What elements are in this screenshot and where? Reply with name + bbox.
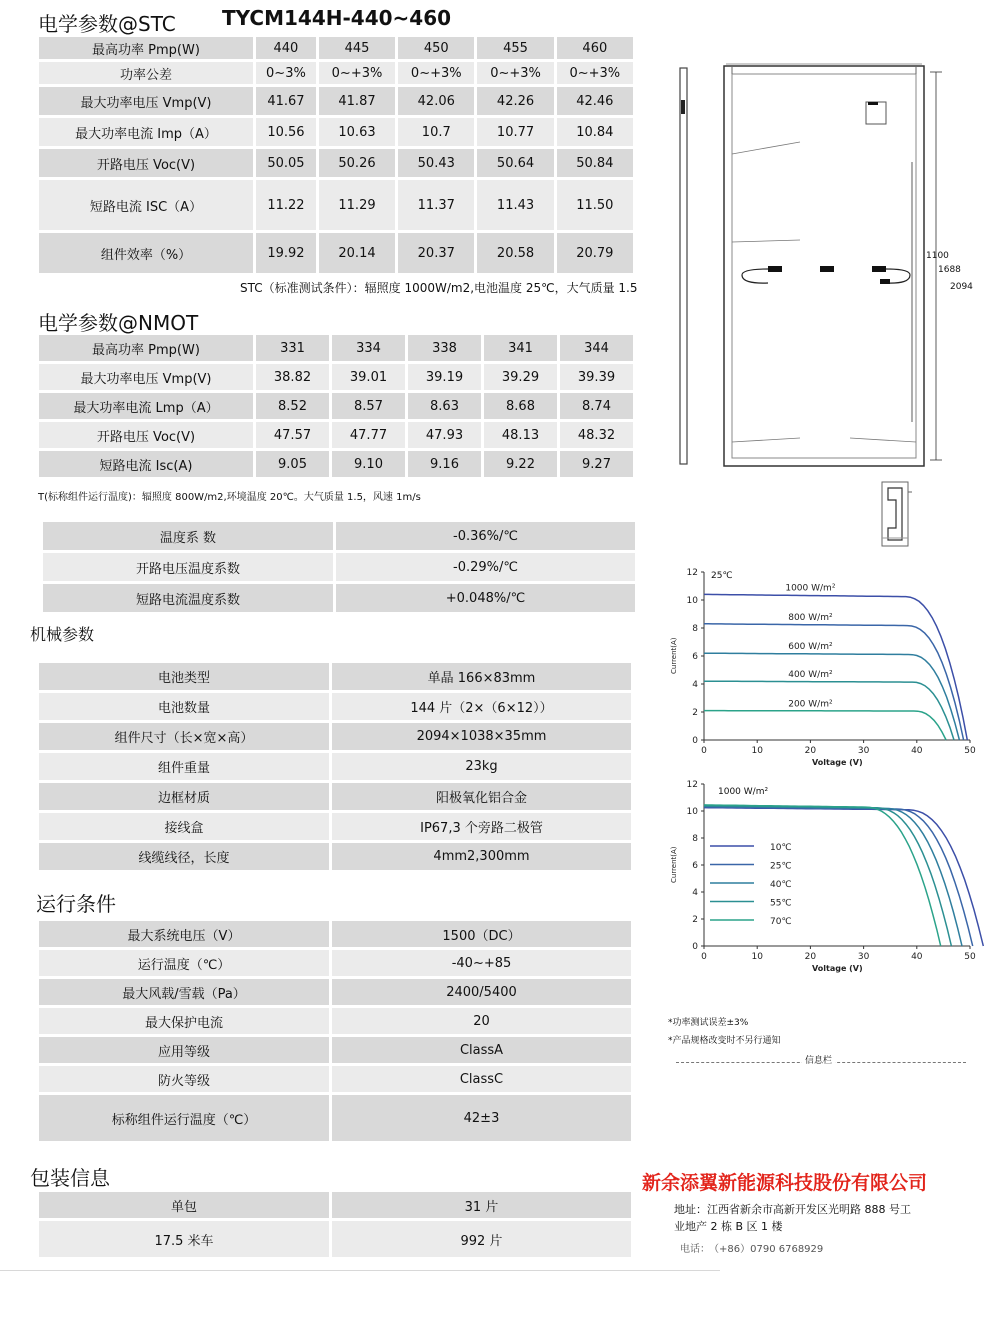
stc-title: 电学参数@STC bbox=[38, 12, 176, 36]
nmot-value: 9.10 bbox=[332, 451, 405, 477]
legend-label: 40℃ bbox=[770, 880, 792, 890]
legend-label: 55℃ bbox=[770, 898, 792, 909]
temp-label: 开路电压温度系数 bbox=[43, 553, 333, 581]
temp-label: 温度系 数 bbox=[43, 522, 333, 550]
op-label: 最大保护电流 bbox=[39, 1008, 329, 1034]
stc-label: 开路电压 Voc(V) bbox=[39, 149, 253, 177]
op-row bbox=[39, 979, 631, 1005]
op-row bbox=[39, 921, 631, 947]
y-axis-label: Current(A) bbox=[670, 637, 678, 674]
stc-value: 20.58 bbox=[477, 233, 553, 273]
mech-value: 阳极氧化铝合金 bbox=[332, 783, 631, 810]
temp-value: +0.048%/℃ bbox=[336, 584, 635, 612]
y-tick-label: 8 bbox=[692, 834, 698, 844]
op-label: 应用等级 bbox=[39, 1037, 329, 1063]
mech-value: 单晶 166×83mm bbox=[332, 663, 631, 690]
nmot-label: 最高功率 Pmp(W) bbox=[39, 335, 253, 361]
stc-value: 41.87 bbox=[319, 87, 395, 115]
stc-value: 11.50 bbox=[557, 180, 633, 230]
stc-row bbox=[39, 62, 633, 84]
nmot-title: 电学参数@NMOT bbox=[38, 311, 199, 335]
stc-value: 0~3% bbox=[256, 62, 316, 84]
x-tick-label: 40 bbox=[911, 952, 923, 962]
temp-row bbox=[43, 553, 635, 581]
address-line-1: 地址：江西省新余市高新开发区光明路 888 号工 bbox=[674, 1203, 911, 1216]
mech-row bbox=[39, 753, 631, 780]
stc-value: 11.43 bbox=[477, 180, 553, 230]
nmot-label: 开路电压 Voc(V) bbox=[39, 422, 253, 448]
stc-value: 20.37 bbox=[398, 233, 474, 273]
stc-value: 42.06 bbox=[398, 87, 474, 115]
temp-label: 短路电流温度系数 bbox=[43, 584, 333, 612]
x-tick-label: 30 bbox=[857, 746, 870, 756]
op-label: 最大风载/雪载（Pa） bbox=[39, 979, 329, 1005]
legend-label: 25℃ bbox=[770, 861, 792, 872]
x-tick-label: 10 bbox=[751, 746, 763, 756]
chart-title: 1000 W/m² bbox=[718, 787, 769, 797]
legend-label: 10℃ bbox=[770, 843, 792, 853]
op-row bbox=[39, 1066, 631, 1092]
y-axis-label: Current(A) bbox=[670, 846, 678, 883]
stc-label: 最大功率电压 Vmp(V) bbox=[39, 87, 253, 115]
series-line bbox=[704, 806, 951, 946]
stc-value: 10.63 bbox=[319, 118, 395, 146]
stc-value: 50.43 bbox=[398, 149, 474, 177]
iv-chart-irradiance bbox=[664, 564, 990, 770]
pack-label: 17.5 米车 bbox=[39, 1221, 329, 1257]
stc-value: 0~+3% bbox=[477, 62, 553, 84]
side-label bbox=[681, 100, 685, 114]
series-line bbox=[704, 805, 941, 946]
nmot-value: 39.39 bbox=[560, 364, 633, 390]
stc-value: 10.7 bbox=[398, 118, 474, 146]
stc-value: 50.26 bbox=[319, 149, 395, 177]
y-tick-label: 12 bbox=[686, 780, 698, 790]
y-tick-label: 4 bbox=[692, 680, 698, 690]
y-tick-label: 2 bbox=[692, 915, 698, 925]
mech-label: 电池数量 bbox=[39, 693, 329, 720]
stc-value: 11.37 bbox=[398, 180, 474, 230]
stc-row bbox=[39, 37, 633, 59]
stc-value: 10.56 bbox=[256, 118, 316, 146]
side-profile bbox=[680, 68, 687, 464]
note-1: *功率测试误差±3% bbox=[668, 1018, 749, 1028]
mech-value: 144 片（2×（6×12）） bbox=[332, 693, 631, 720]
mech-value: 23kg bbox=[332, 753, 631, 780]
pack-row bbox=[39, 1192, 631, 1218]
stc-label: 短路电流 ISC（A） bbox=[39, 180, 253, 230]
stc-row bbox=[39, 87, 633, 115]
model-name: TYCM144H-440~460 bbox=[222, 6, 452, 30]
op-value: ClassC bbox=[332, 1066, 631, 1092]
mech-label: 线缆线径，长度 bbox=[39, 843, 329, 870]
stc-value: 19.92 bbox=[256, 233, 316, 273]
op-title: 运行条件 bbox=[36, 892, 116, 916]
series-label: 800 W/m² bbox=[788, 612, 833, 623]
y-tick-label: 4 bbox=[692, 888, 698, 898]
series-label: 400 W/m² bbox=[788, 670, 833, 681]
phone-label: 电话： bbox=[680, 1244, 710, 1255]
stc-value: 440 bbox=[256, 37, 316, 59]
mech-row bbox=[39, 693, 631, 720]
legend-label: 70℃ bbox=[770, 917, 792, 927]
y-tick-label: 6 bbox=[692, 861, 698, 871]
chart-title: 25℃ bbox=[711, 571, 733, 581]
x-tick-label: 20 bbox=[804, 952, 817, 962]
x-tick-label: 0 bbox=[701, 746, 707, 756]
mech-value: 4mm2,300mm bbox=[332, 843, 631, 870]
stc-value: 20.79 bbox=[557, 233, 633, 273]
stc-label: 组件效率（%） bbox=[39, 233, 253, 273]
stc-value: 50.64 bbox=[477, 149, 553, 177]
nmot-value: 8.57 bbox=[332, 393, 405, 419]
address-line-2: 业地产 2 栋 B 区 1 楼 bbox=[674, 1220, 783, 1233]
info-bar-label: 信息栏 bbox=[802, 1053, 835, 1066]
label-plate bbox=[866, 102, 886, 124]
stc-value: 0~+3% bbox=[398, 62, 474, 84]
pack-label: 单包 bbox=[39, 1192, 329, 1218]
company-name: 新余添翼新能源科技股份有限公司 bbox=[642, 1172, 928, 1194]
op-row bbox=[39, 950, 631, 976]
nmot-row bbox=[39, 422, 633, 448]
op-value: 20 bbox=[332, 1008, 631, 1034]
x-tick-label: 30 bbox=[857, 952, 870, 962]
iv-chart-temperature bbox=[664, 776, 990, 974]
op-value: 42±3 bbox=[332, 1095, 631, 1141]
x-axis-label: Voltage (V) bbox=[812, 758, 863, 767]
y-tick-label: 0 bbox=[692, 942, 698, 952]
temp-value: -0.36%/℃ bbox=[336, 522, 635, 550]
nmot-value: 344 bbox=[560, 335, 633, 361]
pack-title: 包装信息 bbox=[30, 1166, 110, 1190]
stc-row bbox=[39, 180, 633, 230]
stc-row bbox=[39, 149, 633, 177]
op-row bbox=[39, 1037, 631, 1063]
series-line bbox=[704, 806, 962, 946]
note-2: *产品规格改变时不另行通知 bbox=[668, 1036, 781, 1046]
y-tick-label: 10 bbox=[686, 596, 698, 606]
op-label: 运行温度（℃） bbox=[39, 950, 329, 976]
y-tick-label: 0 bbox=[692, 736, 698, 746]
stc-value: 10.77 bbox=[477, 118, 553, 146]
series-line bbox=[704, 653, 959, 740]
nmot-value: 39.29 bbox=[484, 364, 557, 390]
stc-row bbox=[39, 233, 633, 273]
stc-value: 11.22 bbox=[256, 180, 316, 230]
mech-label: 组件重量 bbox=[39, 753, 329, 780]
stc-value: 0~+3% bbox=[319, 62, 395, 84]
stc-label: 功率公差 bbox=[39, 62, 253, 84]
stc-value: 42.26 bbox=[477, 87, 553, 115]
nmot-value: 9.05 bbox=[256, 451, 329, 477]
x-tick-label: 50 bbox=[964, 952, 976, 962]
pack-value: 31 片 bbox=[332, 1192, 631, 1218]
nmot-note: T(标称组件运行温度)：辐照度 800W/m2,环境温度 20℃。大气质量 1.5，风速 1m/s bbox=[38, 492, 421, 503]
nmot-value: 38.82 bbox=[256, 364, 329, 390]
nmot-value: 8.74 bbox=[560, 393, 633, 419]
y-tick-label: 2 bbox=[692, 708, 698, 718]
nmot-value: 338 bbox=[408, 335, 481, 361]
stc-value: 460 bbox=[557, 37, 633, 59]
x-tick-label: 0 bbox=[701, 952, 707, 962]
mech-row bbox=[39, 843, 631, 870]
dim-2094: 2094 bbox=[950, 282, 973, 292]
nmot-table bbox=[36, 332, 636, 480]
y-tick-label: 8 bbox=[692, 624, 698, 634]
x-tick-label: 10 bbox=[751, 952, 763, 962]
nmot-value: 48.32 bbox=[560, 422, 633, 448]
stc-value: 11.29 bbox=[319, 180, 395, 230]
stc-value: 50.84 bbox=[557, 149, 633, 177]
nmot-value: 9.16 bbox=[408, 451, 481, 477]
nmot-label: 最大功率电流 Lmp（A） bbox=[39, 393, 253, 419]
nmot-value: 8.68 bbox=[484, 393, 557, 419]
series-line bbox=[704, 594, 967, 740]
nmot-value: 331 bbox=[256, 335, 329, 361]
nmot-label: 短路电流 Isc(A) bbox=[39, 451, 253, 477]
stc-value: 455 bbox=[477, 37, 553, 59]
dim-1100: 1100 bbox=[926, 251, 949, 261]
dim-1688: 1688 bbox=[938, 265, 961, 275]
connector-right bbox=[872, 266, 886, 272]
nmot-row bbox=[39, 451, 633, 477]
mech-table bbox=[36, 660, 634, 873]
nmot-value: 47.57 bbox=[256, 422, 329, 448]
pack-table bbox=[36, 1189, 634, 1260]
op-value: ClassA bbox=[332, 1037, 631, 1063]
nmot-value: 9.22 bbox=[484, 451, 557, 477]
connector-left bbox=[768, 266, 782, 272]
nmot-row bbox=[39, 393, 633, 419]
mech-row bbox=[39, 813, 631, 840]
stc-value: 41.67 bbox=[256, 87, 316, 115]
nmot-value: 8.63 bbox=[408, 393, 481, 419]
mech-label: 电池类型 bbox=[39, 663, 329, 690]
x-tick-label: 40 bbox=[911, 746, 923, 756]
stc-value: 10.84 bbox=[557, 118, 633, 146]
op-value: -40~+85 bbox=[332, 950, 631, 976]
stc-value: 50.05 bbox=[256, 149, 316, 177]
pack-value: 992 片 bbox=[332, 1221, 631, 1257]
y-tick-label: 6 bbox=[692, 652, 698, 662]
stc-label: 最大功率电流 Imp（A） bbox=[39, 118, 253, 146]
nmot-row bbox=[39, 364, 633, 390]
stc-label: 最高功率 Pmp(W) bbox=[39, 37, 253, 59]
series-label: 600 W/m² bbox=[788, 642, 833, 653]
x-axis-label: Voltage (V) bbox=[812, 964, 863, 973]
x-tick-label: 20 bbox=[804, 746, 817, 756]
series-line bbox=[704, 808, 983, 946]
series-line bbox=[704, 711, 946, 740]
stc-value: 0~+3% bbox=[557, 62, 633, 84]
mech-label: 接线盒 bbox=[39, 813, 329, 840]
stc-value: 445 bbox=[319, 37, 395, 59]
stc-value: 450 bbox=[398, 37, 474, 59]
nmot-label: 最大功率电压 Vmp(V) bbox=[39, 364, 253, 390]
op-label: 标称组件运行温度（℃） bbox=[39, 1095, 329, 1141]
nmot-value: 47.93 bbox=[408, 422, 481, 448]
nmot-value: 334 bbox=[332, 335, 405, 361]
op-value: 1500（DC） bbox=[332, 921, 631, 947]
series-label: 200 W/m² bbox=[788, 699, 833, 710]
temp-coef-table bbox=[40, 519, 638, 615]
module-drawing bbox=[640, 62, 980, 548]
op-row bbox=[39, 1008, 631, 1034]
nmot-value: 9.27 bbox=[560, 451, 633, 477]
stc-value: 20.14 bbox=[319, 233, 395, 273]
mech-row bbox=[39, 783, 631, 810]
stc-note: STC（标准测试条件）：辐照度 1000W/m2,电池温度 25℃，大气质量 1.5 bbox=[240, 281, 638, 295]
op-table bbox=[36, 918, 634, 1144]
y-tick-label: 10 bbox=[686, 807, 698, 817]
mech-row bbox=[39, 723, 631, 750]
series-label: 1000 W/m² bbox=[785, 583, 836, 594]
stc-table bbox=[36, 34, 636, 276]
bottom-divider bbox=[0, 1270, 720, 1271]
mech-row bbox=[39, 663, 631, 690]
cross-section bbox=[882, 482, 908, 546]
op-value: 2400/5400 bbox=[332, 979, 631, 1005]
stc-row bbox=[39, 118, 633, 146]
mech-title: 机械参数 bbox=[30, 625, 95, 644]
mech-value: IP67,3 个旁路二极管 bbox=[332, 813, 631, 840]
nmot-value: 48.13 bbox=[484, 422, 557, 448]
junction-box bbox=[820, 266, 834, 272]
stc-value: 42.46 bbox=[557, 87, 633, 115]
op-label: 防火等级 bbox=[39, 1066, 329, 1092]
nmot-row bbox=[39, 335, 633, 361]
x-tick-label: 50 bbox=[964, 746, 976, 756]
phone-number: （+86）0790 6768929 bbox=[714, 1244, 824, 1255]
pack-row bbox=[39, 1221, 631, 1257]
mech-label: 边框材质 bbox=[39, 783, 329, 810]
nmot-value: 39.01 bbox=[332, 364, 405, 390]
temp-row bbox=[43, 584, 635, 612]
mech-value: 2094×1038×35mm bbox=[332, 723, 631, 750]
temp-row bbox=[43, 522, 635, 550]
nmot-value: 8.52 bbox=[256, 393, 329, 419]
op-row bbox=[39, 1095, 631, 1141]
y-tick-label: 12 bbox=[686, 568, 698, 578]
nmot-value: 341 bbox=[484, 335, 557, 361]
nmot-value: 47.77 bbox=[332, 422, 405, 448]
nmot-value: 39.19 bbox=[408, 364, 481, 390]
mech-label: 组件尺寸（长×宽×高） bbox=[39, 723, 329, 750]
temp-value: -0.29%/℃ bbox=[336, 553, 635, 581]
op-label: 最大系统电压（V） bbox=[39, 921, 329, 947]
